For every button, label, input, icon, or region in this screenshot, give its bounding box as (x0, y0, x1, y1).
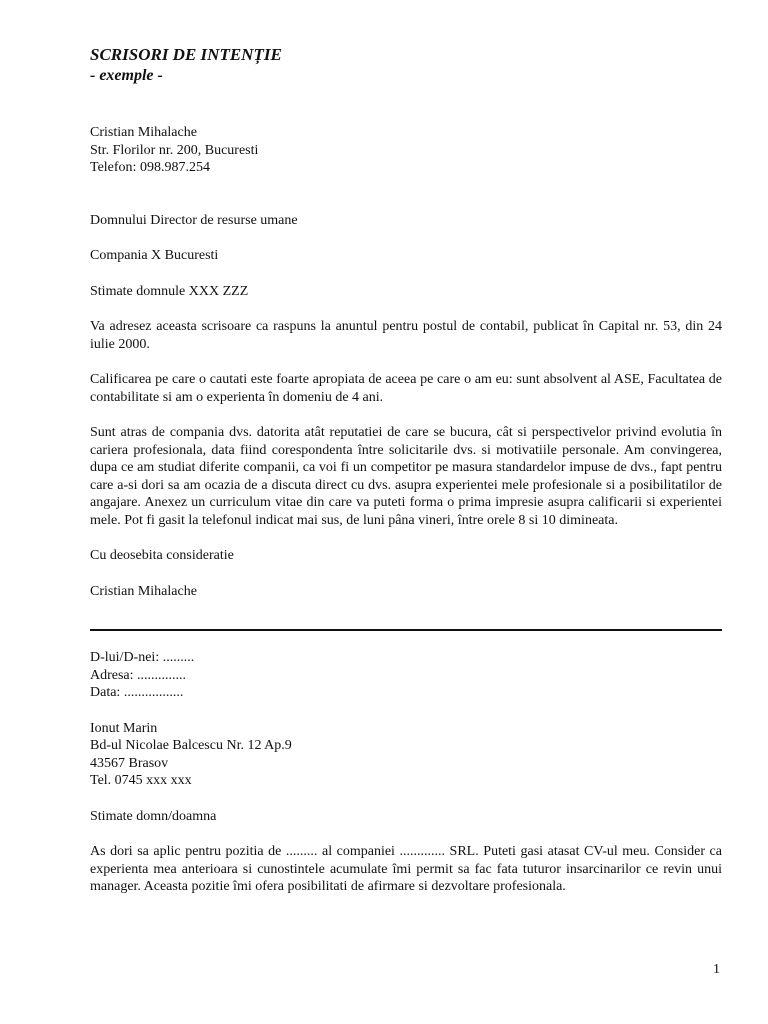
letter1-paragraph-3: Sunt atras de compania dvs. datorita atât reputatiei de care se bucura, cât si perspectivelor privind evolutia în cariera profesionala, data fiind corespondenta între solicitarile dvs. si motivatiile personale. Am convingerea, dupa ce am studiat diferite companii, ca voi fi un competitor pe masura standardelor impuse de dvs., fapt pentru care a-si dori sa am ocazia de a discuta direct cu dvs. asupra experientei mele profesionale si a posibilitatilor de angajare. Anexez un curriculum vitae din care va puteti forma o prima impresie asupra calificarii si experientei mele. Pot fi gasit la telefonul indicat mai sus, de luni pâna vineri, între orele 8 si 10 dimineata. (90, 425, 722, 528)
letter1-sender-address: Str. Florilor nr. 200, Bucuresti (90, 142, 259, 158)
letter2-recipient-address: Adresa: .............. (90, 667, 187, 683)
letter2-sender-phone: Tel. 0745 xxx xxx (90, 773, 192, 788)
letter2-date: Data: ................. (90, 685, 184, 700)
letter1-signature: Cristian Mihalache (90, 583, 197, 599)
letter2-sender-street: Bd-ul Nicolae Balcescu Nr. 12 Ap.9 (90, 738, 292, 753)
letter2-sender-block (90, 720, 722, 790)
letter1-paragraph-2: Calificarea pe care o cautati este foarte apropiata de aceea pe care o am eu: sunt absolvent al ASE, Facultatea de contabilitate si am o experienta în domeniu de 4 ani. (90, 372, 722, 405)
document-subtitle: - exemple - (90, 67, 163, 84)
document-title: SCRISORI DE INTENȚIE (90, 45, 282, 64)
letter1-salutation: Stimate domnule XXX ZZZ (90, 283, 249, 299)
letter2-sender-city: 43567 Brasov (90, 755, 169, 771)
letter1-sender-phone: Telefon: 098.987.254 (90, 160, 210, 175)
letter1-closing: Cu deosebita consideratie (90, 548, 234, 563)
document-page (90, 44, 722, 896)
letter2-paragraph-1: As dori sa aplic pentru pozitia de ......... al companiei ............. SRL. Puteti gasi atasat CV-ul meu. Consider ca experienta mea anterioara si cunostintele acumulate îmi permit sa fac fata tuturor insarcinarilor ce revin unui manager. Aceasta pozitie îmi ofera posibilitati de afirmare si dezvoltare profesionala. (90, 844, 722, 894)
letter2-recipient-name: D-lui/D-nei: ......... (90, 650, 195, 665)
letter1-sender-block (90, 124, 722, 177)
letter1-sender-name: Cristian Mihalache (90, 125, 197, 140)
letter1-paragraph-1: Va adresez aceasta scrisoare ca raspuns la anuntul pentru postul de contabil, publicat în Capital nr. 53, din 24 iulie 2000. (90, 319, 722, 352)
letter2-salutation: Stimate domn/doamna (90, 808, 217, 824)
letters-divider (90, 629, 722, 631)
letter2-recipient-fields (90, 649, 722, 702)
letter1-company: Compania X Bucuresti (90, 248, 219, 263)
letter2-sender-name: Ionut Marin (90, 720, 158, 736)
page-number: 1 (713, 962, 720, 977)
letter1-recipient: Domnului Director de resurse umane (90, 212, 298, 228)
